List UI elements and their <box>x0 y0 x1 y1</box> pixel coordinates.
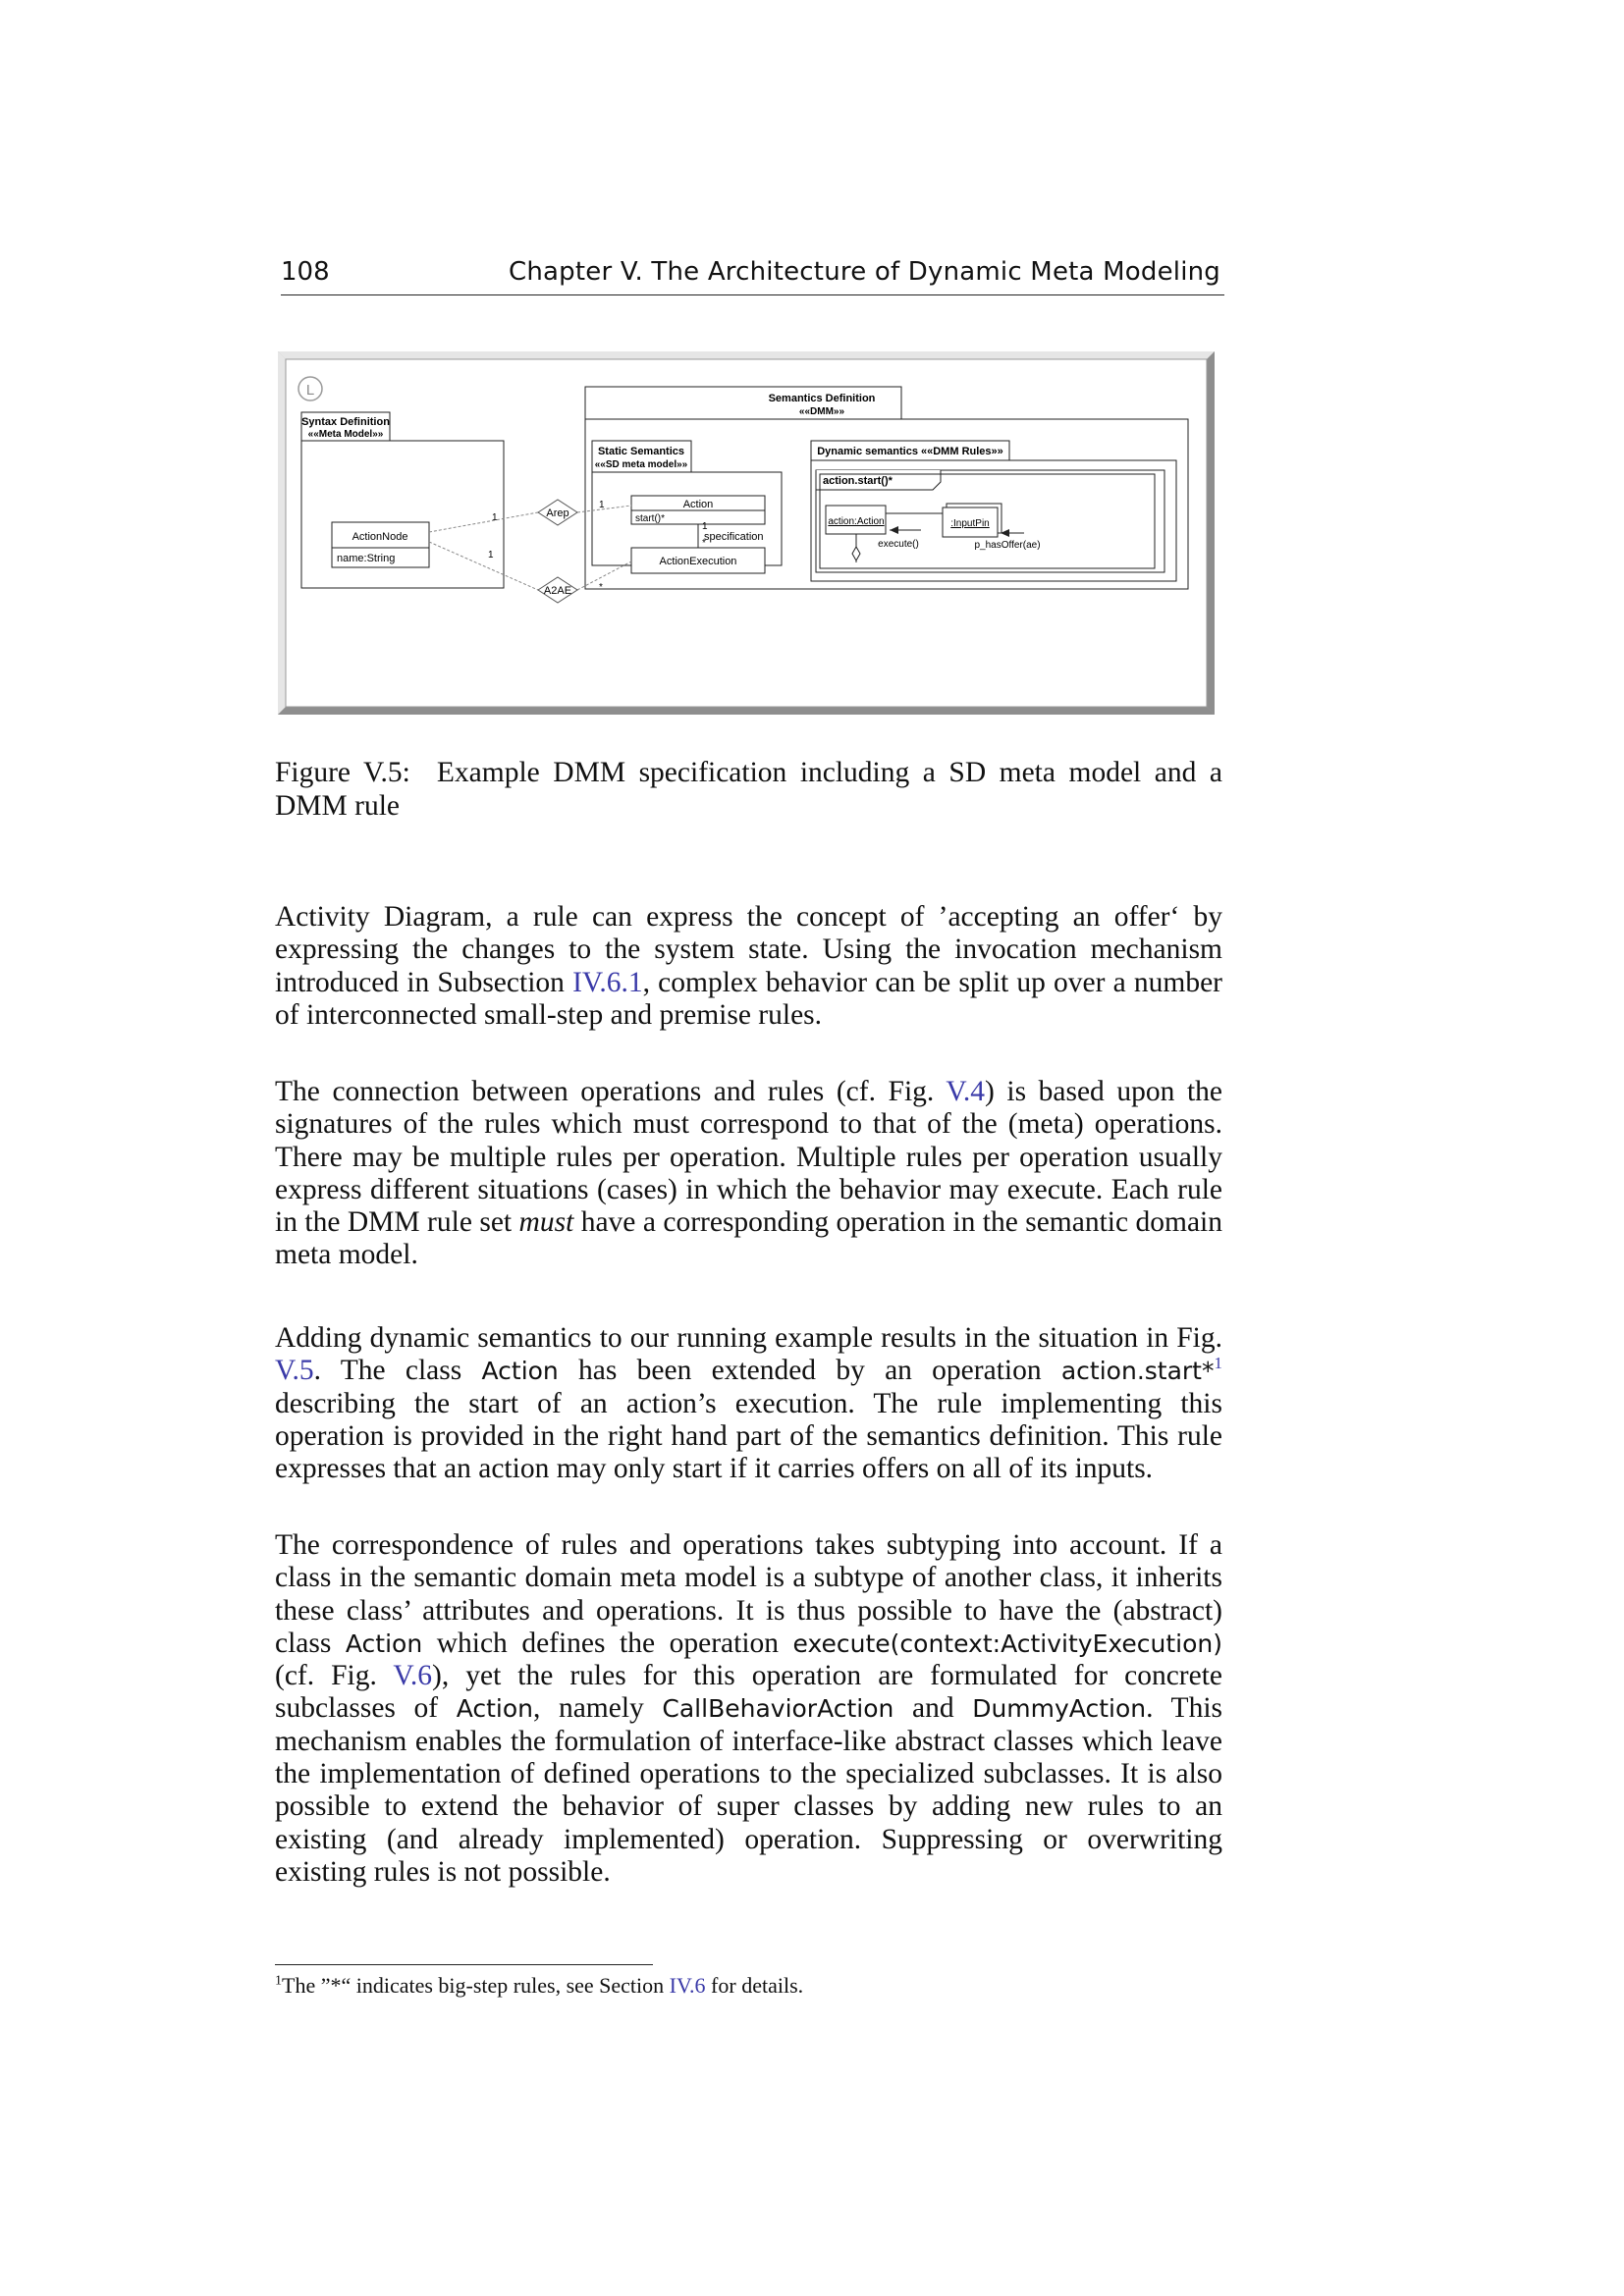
figure-caption <box>275 756 1222 823</box>
link-subsection-iv-6-1[interactable]: IV.6.1 <box>572 966 643 998</box>
dynamic-title: Dynamic semantics ««DMM Rules»» <box>817 446 1003 457</box>
p4-text-1: The correspondence of rules and operations takes subtyping into account. If a class in the semantic domain meta model is a subtype of another class, it inherits these class’ attributes and operations. It is thus possible to have the (abstract) class <box>275 1529 1222 1659</box>
syntax-title: Syntax Definition <box>301 416 390 428</box>
p4-code-action-2: Action <box>456 1694 533 1724</box>
link-fig-v-6[interactable]: V.6 <box>393 1660 432 1692</box>
paragraph-1 <box>275 901 1222 1032</box>
dmm-diagram <box>278 351 1215 715</box>
footnote-mark: 1 <box>275 1973 282 1989</box>
p3-text-3: has been extended by an operation <box>558 1355 1061 1387</box>
p1-text-1: Activity Diagram, a rule can express the concept of ’accepting an offer‘ by expressing the changes to the system state. Using the invocation mechanism introduced in Subsection <box>275 901 1222 998</box>
rule-action-object-label: action:Action <box>828 516 885 527</box>
p3-text-1: Adding dynamic semantics to our running example results in the situation in Fig. <box>275 1322 1222 1354</box>
p2-text-2: ) is based upon the signatures of the rules which must correspond to that of the (meta) operations. There may be multiple rules per operation. Multiple rules per operation usually express different situations (cases) in which the behavior may execute. Each rule in the DMM rule set <box>275 1076 1222 1239</box>
layer-badge-label: L <box>305 382 315 399</box>
p1-text-2: , complex behavior can be split up over a number of interconnected small-step and premise rules. <box>275 966 1222 1031</box>
a2ae-label: A2AE <box>543 585 572 597</box>
arep-label: Arep <box>546 507 569 519</box>
p2-text-3: have a corresponding operation in the semantic domain meta model. <box>275 1206 1222 1271</box>
page-number: 108 <box>281 257 330 287</box>
p4-text-5: , namely <box>532 1692 663 1725</box>
running-header <box>281 255 1224 295</box>
multiplicity-m4: * <box>702 538 706 549</box>
action-node-name: ActionNode <box>352 531 408 543</box>
specification-label: specification <box>704 531 764 543</box>
p4-code-action: Action <box>345 1629 423 1658</box>
p4-text-6: and <box>893 1692 973 1725</box>
hasoffer-label: p_hasOffer(ae) <box>974 540 1041 551</box>
footnote-ref-1[interactable]: 1 <box>1214 1354 1222 1373</box>
caption-label: Figure V.5: <box>275 757 410 788</box>
link-fig-v-4[interactable]: V.4 <box>946 1076 985 1107</box>
p4-code-execute: execute(context:ActivityExecution) <box>792 1629 1222 1658</box>
semantics-stereotype: ««DMM»» <box>798 406 845 417</box>
caption-text: Example DMM specification including a SD meta model and a DMM rule <box>275 757 1222 822</box>
multiplicity-m3: 1 <box>702 521 708 532</box>
semantics-title: Semantics Definition <box>768 393 876 404</box>
p4-code-callbehavioraction: CallBehaviorAction <box>662 1694 894 1724</box>
multiplicity-m5: 1 <box>599 500 605 510</box>
paragraph-3 <box>275 1322 1222 1485</box>
p4-code-dummyaction: DummyAction <box>972 1694 1147 1724</box>
execute-label: execute() <box>878 539 919 550</box>
p4-text-7: . This mechanism enables the formulation of interface-like abstract classes which leave the implementation of defined operations to the specialized subclasses. It is also possible to extend the behavior of super classes by adding new rules to an existing (and already implemented) operation. Suppressing or overwriting existing rules is not possible. <box>275 1692 1223 1888</box>
footnote-text-2: for details. <box>705 1973 804 1998</box>
footnote-rule <box>275 1964 653 1965</box>
multiplicity-m2: 1 <box>488 550 494 561</box>
syntax-stereotype: ««Meta Model»» <box>307 429 384 440</box>
p3-code-action-start: action.start* <box>1060 1357 1215 1386</box>
link-section-iv-6[interactable]: IV.6 <box>669 1973 706 1998</box>
p2-emphasis: must <box>518 1206 574 1239</box>
p2-text-1: The connection between operations and rules (cf. Fig. <box>275 1076 947 1107</box>
paragraph-4 <box>275 1529 1222 1889</box>
rule-inputpin-label: :InputPin <box>950 518 990 529</box>
static-stereotype: ««SD meta model»» <box>594 459 688 470</box>
footnote-1 <box>275 1973 1222 1999</box>
p4-text-3: (cf. Fig. <box>275 1660 394 1692</box>
multiplicity-m1: 1 <box>492 512 498 523</box>
p3-text-2: . The class <box>313 1355 482 1387</box>
p3-text-4: describing the start of an action’s execution. The rule implementing this operation is provided in the right hand part of the semantics definition. This rule expresses that an action may only start if it carries offers on all of its inputs. <box>275 1387 1222 1485</box>
action-class-name: Action <box>682 499 714 510</box>
footnote-text-1: The ”*“ indicates big-step rules, see Section <box>282 1973 670 1998</box>
chapter-title: Chapter V. The Architecture of Dynamic Meta Modeling <box>509 257 1220 287</box>
link-fig-v-5[interactable]: V.5 <box>275 1355 314 1387</box>
multiplicity-m6: * <box>599 582 603 593</box>
action-class-operation: start()* <box>635 513 665 524</box>
action-node-attribute: name:String <box>337 553 396 564</box>
p3-code-action: Action <box>481 1357 559 1386</box>
p4-text-2: which defines the operation <box>422 1627 793 1659</box>
p4-text-4: ), yet the rules for this operation are formulated for concrete subclasses of <box>275 1660 1222 1725</box>
rule-name: action.start()* <box>823 475 893 487</box>
static-title: Static Semantics <box>597 446 685 457</box>
figure-v5 <box>278 351 1215 715</box>
paragraph-2 <box>275 1076 1222 1272</box>
action-execution-name: ActionExecution <box>659 556 737 567</box>
